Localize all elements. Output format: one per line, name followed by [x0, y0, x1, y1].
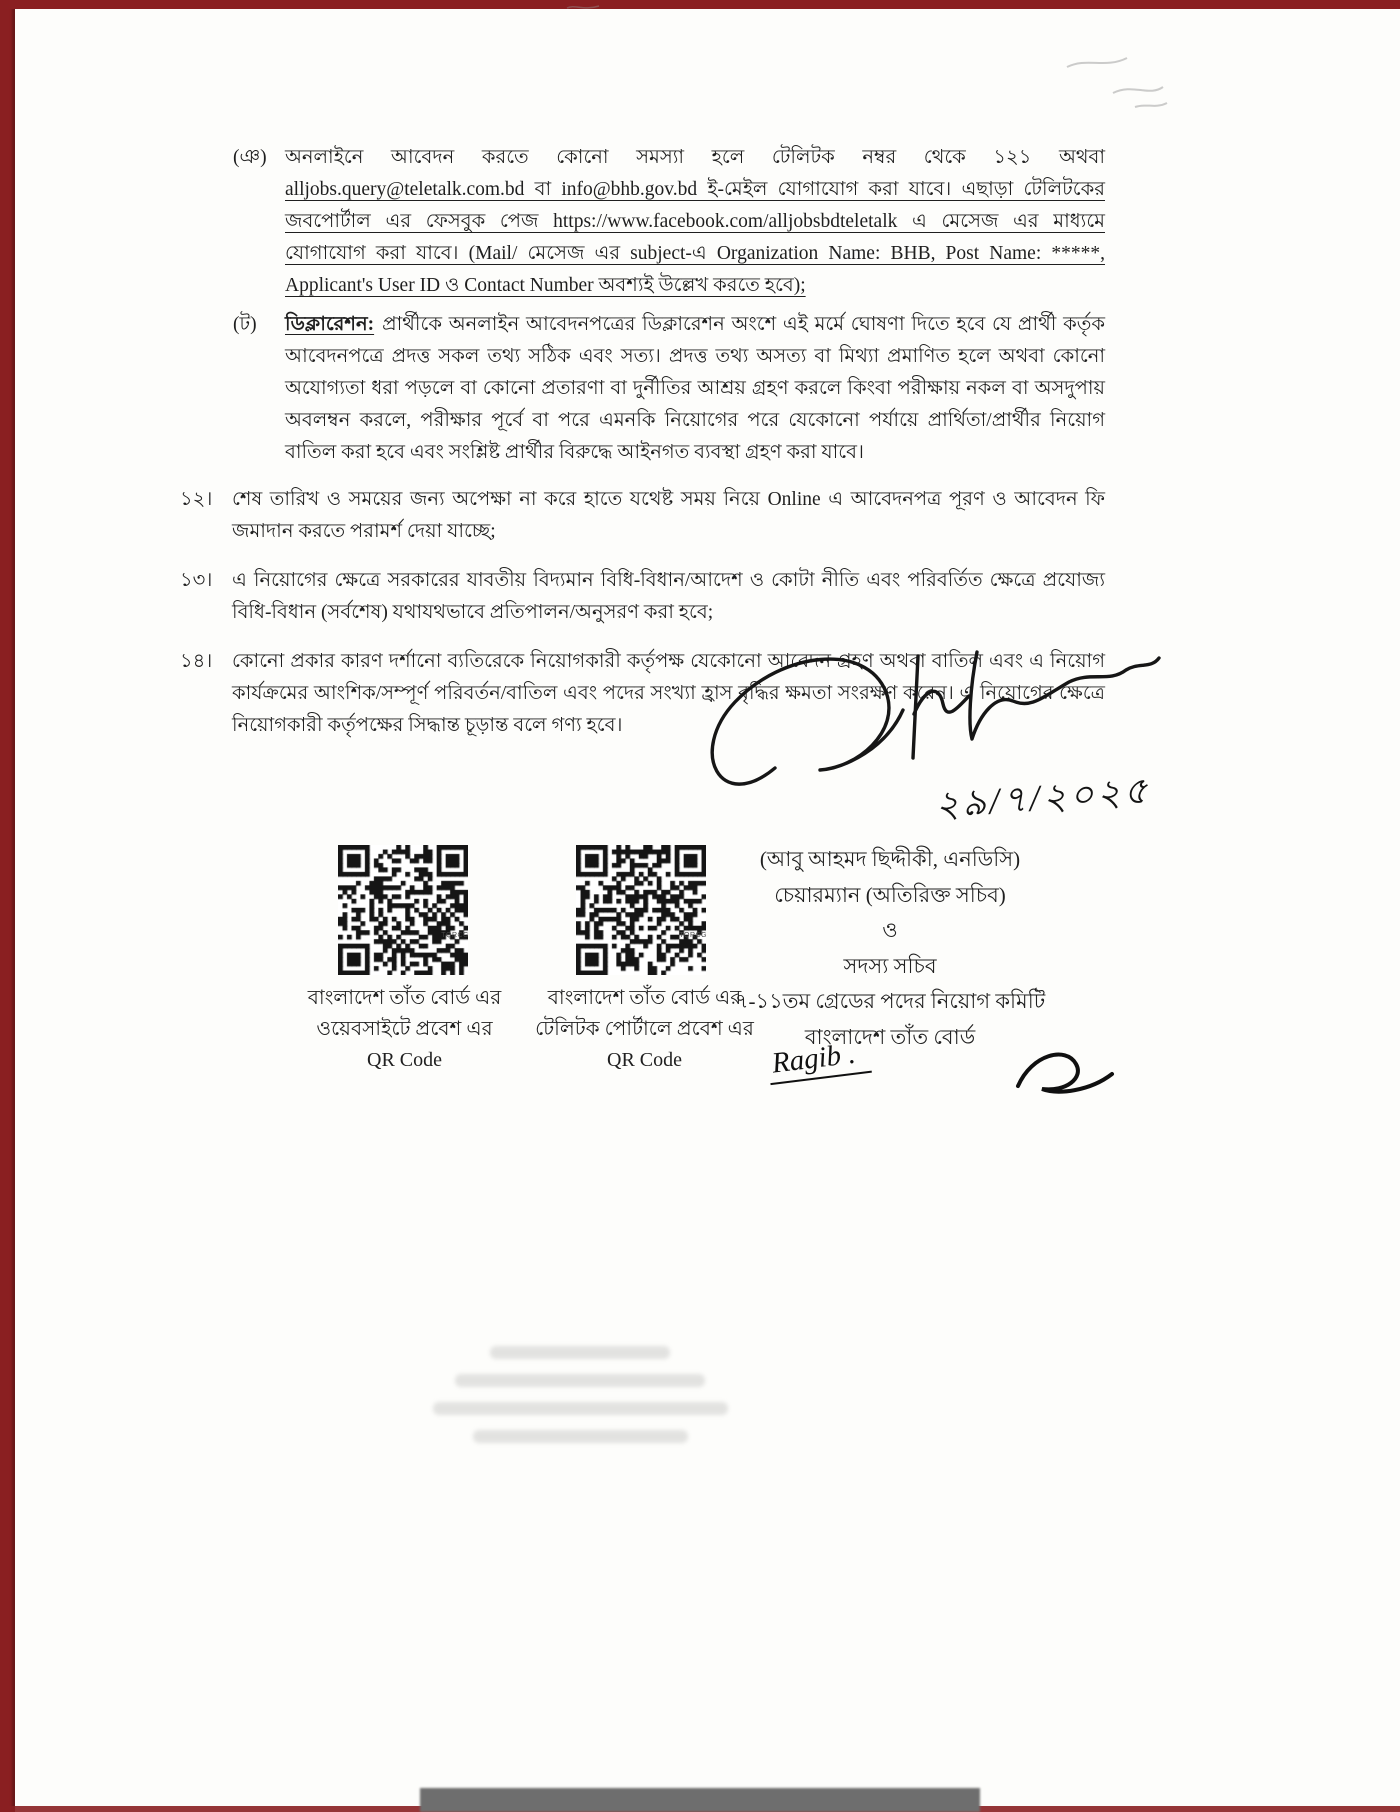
item-label: ১২।: [180, 489, 213, 510]
item-label: (ঞ): [233, 147, 267, 168]
declaration-heading: ডিক্লারেশন:: [285, 314, 375, 335]
paragraph-line: অনলাইনে আবেদন করতে কোনো সমস্যা হলে টেলিটক নম্বর থেকে ১২১ অথবা: [285, 147, 1105, 168]
list-item-to: [233, 309, 1105, 469]
qr-caption-teletalk: [512, 983, 777, 1076]
signatory-organization: বাংলাদেশ তাঁত বোর্ড: [804, 1024, 976, 1049]
paragraph-text: শেষ তারিখ ও সময়ের জন্য অপেক্ষা না করে হাতে যথেষ্ট সময় নিয়ে Online এ আবেদনপত্র পূরণ ও আবেদন ফি জমাদান করতে পরামর্শ দেয়া যাচ্ছে;: [232, 489, 1105, 542]
qr-caption-line: টেলিটক পোর্টালে প্রবেশ এর: [535, 1018, 754, 1040]
qr-caption-line: বাংলাদেশ তাঁত বোর্ড এর: [307, 987, 502, 1009]
paragraph-text: প্রার্থীকে অনলাইন আবেদনপত্রের ডিক্লারেশন অংশে এই মর্মে ঘোষণা দিতে হবে যে প্রার্থী কর্তৃক আবেদনপত্রে প্রদত্ত সকল তথ্য সঠিক এবং সত্য। প্রদত্ত তথ্য অসত্য বা মিথ্যা প্রমাণিত হলে অথবা কোনো অযোগ্যতা ধরা পড়লে বা কোনো প্রতারণা বা দুর্নীতির আশ্রয় গ্রহণ করলে কিংবা পরীক্ষায় নকল বা অসদুপায় অবলম্বন করলে, পরীক্ষার পূর্বে বা পরে এমনকি নিয়োগের পরে যেকোনো পর্যায়ে প্রার্থিতা/প্রার্থীর নিয়োগ বাতিল করা হবে এবং সংশ্লিষ্ট প্রার্থীর বিরুদ্ধে আইনগত ব্যবস্থা গ্রহণ করা যাবে।: [285, 314, 1105, 463]
item-label: ১৩।: [180, 570, 213, 591]
qr-code-website: [338, 845, 468, 975]
qr-watermark: TQRCG: [679, 932, 707, 939]
scan-shadow-bottom: [420, 1788, 980, 1812]
qr-caption-line: বাংলাদেশ তাঁত বোর্ড এর: [547, 987, 742, 1009]
paragraph-line-link: Applicant's User ID ও Contact Number অবশ্যই উল্লেখ করতে হবে);: [285, 275, 806, 296]
paragraph-line-link: জবপোর্টাল এর ফেসবুক পেজ https://www.facebook.com/alljobsbdteletalk এ মেসেজ এর মাধ্যমে: [285, 211, 1105, 232]
paragraph-text: কোনো প্রকার কারণ দর্শানো ব্যতিরেকে নিয়োগকারী কর্তৃপক্ষ যেকোনো আবেদন গ্রহণ অথবা বাতিল এবং এ নিয়োগ কার্যক্রমের আংশিক/সম্পূর্ণ পরিবর্তন/বাতিল এবং পদের সংখ্যা হ্রাস বৃদ্ধির ক্ষমতা সংরক্ষণ করেন। এ নিয়োগের ক্ষেত্রে নিয়োগকারী কর্তৃপক্ষের সিদ্ধান্ত চূড়ান্ত বলে গণ্য হবে।: [232, 651, 1105, 736]
qr-watermark: TQRCG: [441, 932, 469, 939]
list-item-umo: [233, 142, 1105, 302]
signatory-name: (আবু আহমদ ছিদ্দীকী, এনডিসি): [759, 847, 1021, 871]
item-body: [285, 309, 1105, 469]
qr-code-website-image: [338, 845, 468, 975]
qr-caption-line: QR Code: [367, 1049, 442, 1071]
paragraph-line-link: alljobs.query@teletalk.com.bd বা info@bhb.gov.bd ই-মেইল যোগাযোগ করা যাবে। এছাড়া টেলিটকের: [285, 179, 1105, 200]
qr-caption-website: [272, 983, 537, 1076]
signatory-committee: ৭-১১তম গ্রেডের পদের নিয়োগ কমিটি: [734, 989, 1046, 1013]
qr-code-teletalk: [576, 845, 706, 975]
qr-caption-line: QR Code: [607, 1049, 682, 1071]
handwritten-initials: Ragib .: [766, 1036, 872, 1085]
handwritten-scribble: [1008, 1044, 1123, 1106]
item-label: ১৪।: [180, 651, 213, 672]
signatory-and: ও: [882, 918, 898, 942]
item-label: (ট): [233, 314, 257, 335]
qr-caption-line: ওয়েবসাইটে প্রবেশ এর: [316, 1018, 493, 1040]
signatory-title2: সদস্য সচিব: [843, 953, 937, 978]
paragraph-text: এ নিয়োগের ক্ষেত্রে সরকারের যাবতীয় বিদ্যমান বিধি-বিধান/আদেশ ও কোটা নীতি এবং পরিবর্তিত ক্ষেত্রে প্রযোজ্য বিধি-বিধান (সর্বশেষ) যথাযথভাবে প্রতিপালন/অনুসরণ করা হবে;: [232, 570, 1105, 623]
list-item-12: [180, 484, 1105, 548]
handwritten-date: ২৯/৭/২০২৫: [933, 770, 1152, 827]
bleed-through-text: [430, 1346, 730, 1458]
paragraph-line-link: যোগাযোগ করা যাবে। (Mail/ মেসেজ এর subject-এ Organization Name: BHB, Post Name: *****,: [285, 243, 1105, 264]
qr-code-teletalk-image: [576, 845, 706, 975]
item-body: [285, 142, 1105, 302]
signatory-title: চেয়ারম্যান (অতিরিক্ত সচিব): [774, 882, 1006, 907]
